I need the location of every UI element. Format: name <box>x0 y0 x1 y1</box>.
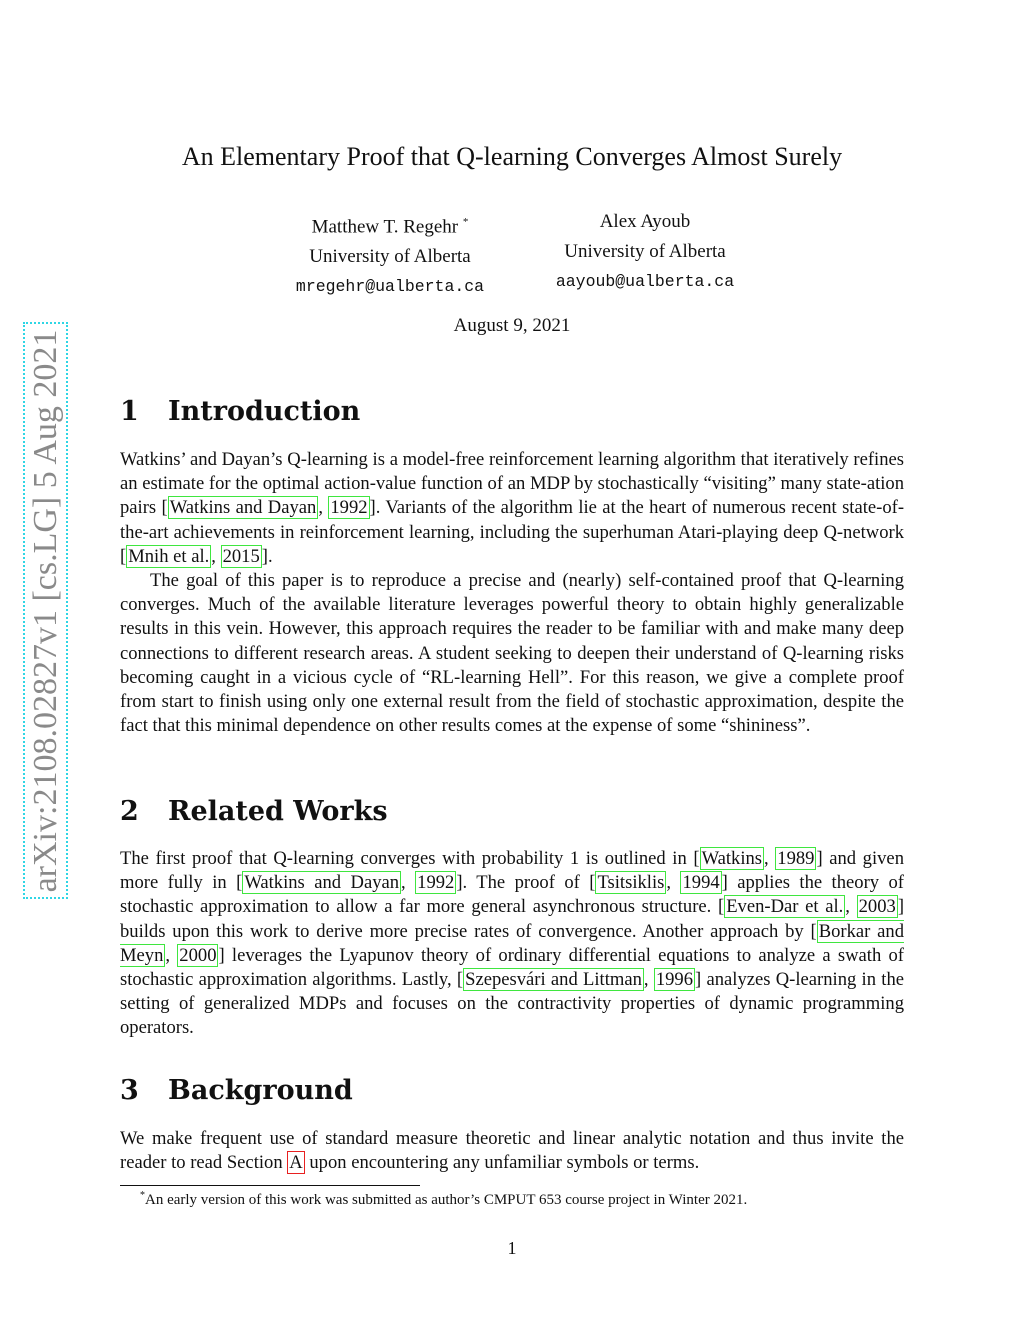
citation-year-link[interactable]: 1992 <box>417 872 455 894</box>
footnote-divider <box>120 1185 420 1186</box>
section-title: Introduction <box>168 396 361 427</box>
intro-paragraph-1 <box>120 448 904 569</box>
text-run: , <box>666 872 681 894</box>
related-paragraph <box>120 847 904 1041</box>
citation-year-link[interactable]: 2000 <box>179 944 217 966</box>
text-run: , <box>845 896 857 918</box>
citation-year-link[interactable]: 2003 <box>858 896 896 918</box>
text-run: ] and given more fully in [ <box>120 848 904 894</box>
text-run: The first proof that Q-learning converges with probability 1 is outlined in [ <box>120 848 700 869</box>
section-title: Related Works <box>168 796 388 827</box>
footnote <box>140 1190 900 1209</box>
text-run: We make frequent use of standard measure theoretic and linear analytic notation and thus invite the reader to read Section <box>120 1128 904 1174</box>
intro-paragraph-2: The goal of this paper is to reproduce a precise and (nearly) self-contained proof that Q-learning converges. Much of the available literature leverages powerful theory to obtain highly generalizable results in this vein. However, this approach requires the reader to be familiar with and make many deep connections to different research areas. A student seeking to deepen their understand of Q-learning risks becoming caught in a vicious cycle of “RL-learning Hell”. For this reason, we give a complete proof from start to finish using only one external result from the field of stochastic approximation, despite the fact that this minimal dependence on other results comes at the expense of some “shininess”. <box>120 570 904 737</box>
citation-link[interactable]: Even-Dar et al. <box>726 896 844 918</box>
section-number: 3 <box>120 1075 139 1106</box>
page-number: 1 <box>507 1238 517 1258</box>
text-run: ]. <box>261 545 273 567</box>
text-run: ] applies the theory of stochastic approximation to allow a far more general asynchronous structure. [ <box>120 872 904 918</box>
arxiv-stamp-link[interactable] <box>23 322 68 899</box>
author-name: Matthew T. Regehr <box>311 216 459 238</box>
author-affiliation: University of Alberta <box>564 241 726 262</box>
text-run: ] analyzes Q-learning in the setting of generalized MDPs and focuses on the contractivity properties of dynamic programming operators. <box>120 969 904 1039</box>
section-heading-background <box>120 1075 353 1106</box>
citation-link[interactable]: Szepesvári and Littman <box>465 969 642 991</box>
section-number: 1 <box>120 396 139 427</box>
author-email[interactable]: aayoub@ualberta.ca <box>555 272 735 291</box>
footnote-mark: * <box>140 1190 145 1201</box>
text-run: , <box>643 969 654 991</box>
section-heading-introduction <box>120 396 360 427</box>
section-title: Background <box>168 1075 353 1106</box>
section-reference-link[interactable]: A <box>289 1152 303 1174</box>
citation-link[interactable]: Watkins and Dayan <box>169 497 317 519</box>
footnote-text: An early version of this work was submitted as author’s CMPUT 653 course project in Winter 2021. <box>145 1192 748 1208</box>
text-run: ]. Variants of the algorithm lie at the heart of numerous recent state-of-the-art achievements in reinforcement learning, including the superhuman Atari-playing deep Q-network [ <box>120 497 905 567</box>
text-run: , <box>401 872 416 894</box>
citation-year-link[interactable]: 1992 <box>330 497 368 519</box>
text-run: , <box>318 497 329 519</box>
text-run: , <box>165 944 178 966</box>
citation-link[interactable]: Tsitsiklis <box>597 872 665 894</box>
citation-link[interactable]: Watkins <box>701 848 763 869</box>
text-run: Watkins’ and Dayan’s Q-learning is a model-free reinforcement learning algorithm that iteratively refines an estimate for the optimal action-value function of an MDP by stochastically “visiting” many state-ation pairs [ <box>120 449 904 519</box>
citation-year-link[interactable]: 1994 <box>682 872 720 894</box>
text-run: ] builds upon this work to derive more precise rates of convergence. Another approach by [ <box>120 896 905 942</box>
author-footnote-mark[interactable]: * <box>462 216 469 228</box>
citation-year-link[interactable]: 1989 <box>777 848 815 869</box>
text-run: ]. The proof of [ <box>456 872 596 894</box>
citation-link[interactable]: Watkins and Dayan <box>244 872 400 894</box>
author-block-1 <box>265 207 515 302</box>
author-email[interactable]: mregehr@ualberta.ca <box>295 277 485 297</box>
paper-title: An Elementary Proof that Q-learning Converges Almost Surely <box>181 142 843 171</box>
background-body <box>120 1127 904 1175</box>
citation-year-link[interactable]: 1996 <box>655 969 694 991</box>
author-block-2 <box>525 207 765 297</box>
citation-year-link[interactable]: 2015 <box>222 545 260 567</box>
paper-date: August 9, 2021 <box>453 315 571 336</box>
background-paragraph <box>120 1127 904 1175</box>
section-number: 2 <box>120 796 139 827</box>
author-name: Alex Ayoub <box>599 211 691 232</box>
section-heading-related-works <box>120 796 388 827</box>
related-works-body <box>120 847 904 1041</box>
text-run: upon encountering any unfamiliar symbols or terms. <box>304 1152 700 1174</box>
citation-link[interactable]: Mnih et al. <box>128 545 210 567</box>
author-affiliation: University of Alberta <box>309 246 471 268</box>
introduction-body <box>120 448 904 738</box>
text-run: , <box>764 848 776 869</box>
text-run: ] leverages the Lyapunov theory of ordinary differential equations to analyze a swath of stochastic approximation algorithms. Lastly, [ <box>120 944 904 991</box>
arxiv-stamp-text: arXiv:2108.02827v1 [cs.LG] 5 Aug 2021 <box>26 329 64 892</box>
citation-link[interactable]: Borkar and Meyn <box>120 920 904 966</box>
text-run: , <box>211 545 221 567</box>
